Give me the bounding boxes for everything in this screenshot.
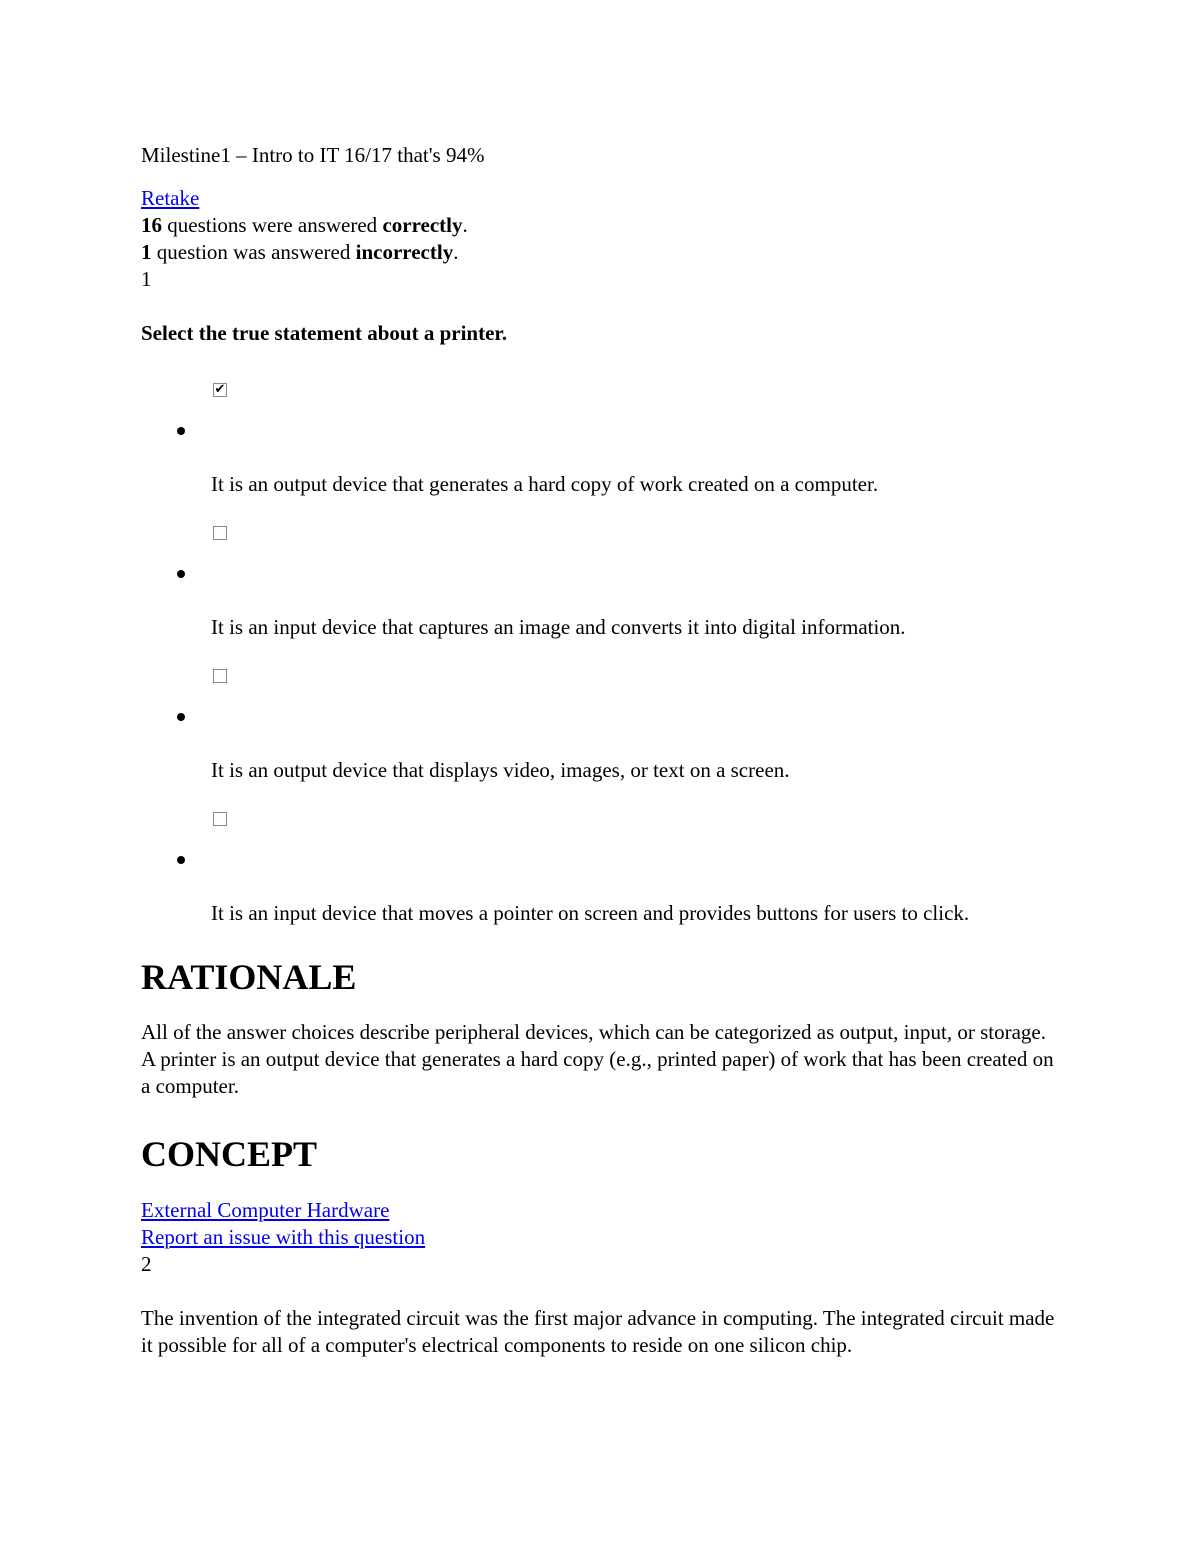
correct-summary-text: questions were answered bbox=[162, 213, 383, 237]
correct-count: 16 bbox=[141, 213, 162, 237]
concept-link[interactable]: External Computer Hardware bbox=[141, 1198, 390, 1222]
correct-word: correctly bbox=[382, 213, 463, 237]
bullet-icon bbox=[177, 856, 185, 864]
answer-option bbox=[141, 776, 1061, 931]
answer-checkbox[interactable] bbox=[213, 526, 227, 540]
quiz-results-document bbox=[141, 140, 1061, 1359]
answer-checkbox-checked[interactable]: ✔ bbox=[214, 382, 226, 397]
correct-summary: 16 questions were answered correctly. bbox=[141, 213, 468, 237]
answer-option bbox=[141, 490, 1061, 639]
answer-option bbox=[141, 347, 1061, 496]
question-prompt: The invention of the integrated circuit was the first major advance in computing. The integrated circuit made it possible for all of a computer's electrical components to reside on one silicon chip. bbox=[141, 1306, 1055, 1357]
bullet-icon bbox=[177, 427, 185, 435]
incorrect-summary: 1 question was answered incorrectly. bbox=[141, 240, 459, 264]
retake-link[interactable]: Retake bbox=[141, 186, 200, 210]
rationale-text: All of the answer choices describe peripheral devices, which can be categorized as output, input, or storage. A printer is an output device that generates a hard copy (e.g., printed paper) of work that has been created on a computer. bbox=[141, 1020, 1054, 1098]
question-prompt: Select the true statement about a printer. bbox=[141, 321, 508, 345]
retake-line bbox=[141, 185, 1061, 212]
answer-option-text: It is an output device that displays video, images, or text on a screen. bbox=[211, 758, 790, 782]
answer-options bbox=[141, 347, 1061, 931]
page-title: Milestine1 – Intro to IT 16/17 that's 94% bbox=[141, 143, 485, 167]
incorrect-count: 1 bbox=[141, 240, 152, 264]
report-link-line bbox=[141, 1224, 1061, 1251]
answer-checkbox[interactable] bbox=[213, 669, 227, 683]
answer-option bbox=[141, 633, 1061, 782]
answer-option-text: It is an output device that generates a hard copy of work created on a computer. bbox=[211, 472, 879, 496]
question-number: 2 bbox=[141, 1252, 152, 1276]
bullet-icon bbox=[177, 570, 185, 578]
answer-option-text: It is an input device that moves a pointer on screen and provides buttons for users to click. bbox=[211, 901, 970, 925]
concept-heading: CONCEPT bbox=[141, 1134, 318, 1174]
bullet-icon bbox=[177, 713, 185, 721]
incorrect-word: incorrectly bbox=[355, 240, 454, 264]
rationale-heading: RATIONALE bbox=[141, 957, 357, 997]
concept-link-line bbox=[141, 1197, 1061, 1224]
incorrect-summary-text: question was answered bbox=[151, 240, 356, 264]
answer-option-text: It is an input device that captures an image and converts it into digital information. bbox=[211, 615, 906, 639]
question-number: 1 bbox=[141, 267, 152, 291]
report-issue-link[interactable]: Report an issue with this question bbox=[141, 1225, 426, 1249]
